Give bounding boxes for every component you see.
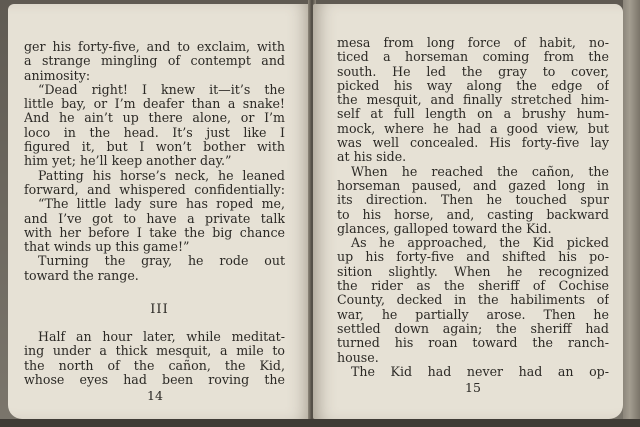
right-page-text [337, 36, 609, 379]
text-line: that winds up this game!” [24, 240, 190, 255]
chapter-heading: III [150, 302, 169, 317]
text-line: ing under a thick mesquit, a mile to [24, 344, 285, 359]
text-line: sition slightly. When he recognized [337, 264, 609, 279]
text-line: As he approached, the Kid picked [351, 236, 609, 251]
text-line: Half an hour later, while meditat- [38, 330, 285, 344]
left-page-text-top [24, 40, 285, 283]
text-line: its direction. Then he touched spur [337, 193, 609, 208]
left-page-text-bottom [24, 330, 285, 387]
text-line: to his horse, and, casting backward [337, 207, 609, 222]
text-line: house. [337, 350, 379, 365]
text-line: him yet; he’ll keep another day.” [24, 154, 232, 169]
text-line: with her before I take the big chance [24, 225, 285, 240]
text-line: “The little lady sure has roped me, [38, 197, 285, 212]
page-stack-edge [623, 0, 640, 427]
text-line: settled down again; the sheriff had [337, 321, 609, 336]
text-line: Patting his horse’s neck, he leaned [38, 168, 285, 183]
right-page [313, 4, 623, 419]
page-number-left: 14 [147, 388, 163, 403]
text-line: the north of the cañon, the Kid, [24, 358, 285, 373]
left-page [8, 4, 311, 419]
text-line: south. He led the gray to cover, [337, 64, 609, 79]
text-line: was well concealed. His forty-five lay [337, 136, 609, 151]
text-line: ticed a horseman coming from the [337, 50, 609, 65]
text-line: figured it, but I won’t bother with [24, 140, 285, 155]
text-line: war, he partially arose. Then he [337, 307, 609, 322]
text-line: Turning the gray, he rode out [38, 254, 285, 269]
text-line: self at full length on a brushy hum- [337, 107, 609, 122]
text-line: When he reached the cañon, the [351, 164, 609, 179]
text-line: turned his roan toward the ranch- [337, 336, 609, 351]
text-line: ger his forty-five, and to exclaim, with [24, 40, 285, 54]
text-line: forward, and whispered confidentially: [24, 182, 285, 197]
text-line: up his forty-five and shifted his po- [337, 250, 609, 265]
text-line: at his side. [337, 150, 407, 165]
text-line: The Kid had never had an op- [351, 364, 609, 379]
text-line: the mesquit, and finally stretched him- [337, 93, 609, 108]
text-line: And he ain’t up there alone, or I’m [24, 111, 285, 126]
text-line: mesa from long force of habit, no- [337, 36, 609, 50]
table-edge [0, 419, 640, 427]
text-line: the rider as the sheriff of Cochise [337, 279, 609, 294]
text-line: and I’ve got to have a private talk [24, 211, 285, 226]
text-line: “Dead right! I knew it—it’s the [38, 82, 285, 97]
text-line: animosity: [24, 68, 91, 83]
text-line: toward the range. [24, 268, 139, 283]
text-line: County, decked in the habiliments of [337, 293, 609, 308]
text-line: glances, galloped toward the Kid. [337, 221, 552, 236]
page-number-right: 15 [465, 380, 481, 395]
text-line: a strange mingling of contempt and [24, 54, 285, 69]
text-line: loco in the head. It’s just like I [24, 125, 285, 140]
text-line: picked his way along the edge of [337, 78, 609, 93]
text-line: mock, where he had a good view, but [337, 121, 609, 136]
text-line: little bay, or I’m deafer than a snake! [24, 97, 285, 112]
text-line: whose eyes had been roving the [24, 372, 285, 387]
text-line: horseman paused, and gazed long in [337, 178, 609, 193]
